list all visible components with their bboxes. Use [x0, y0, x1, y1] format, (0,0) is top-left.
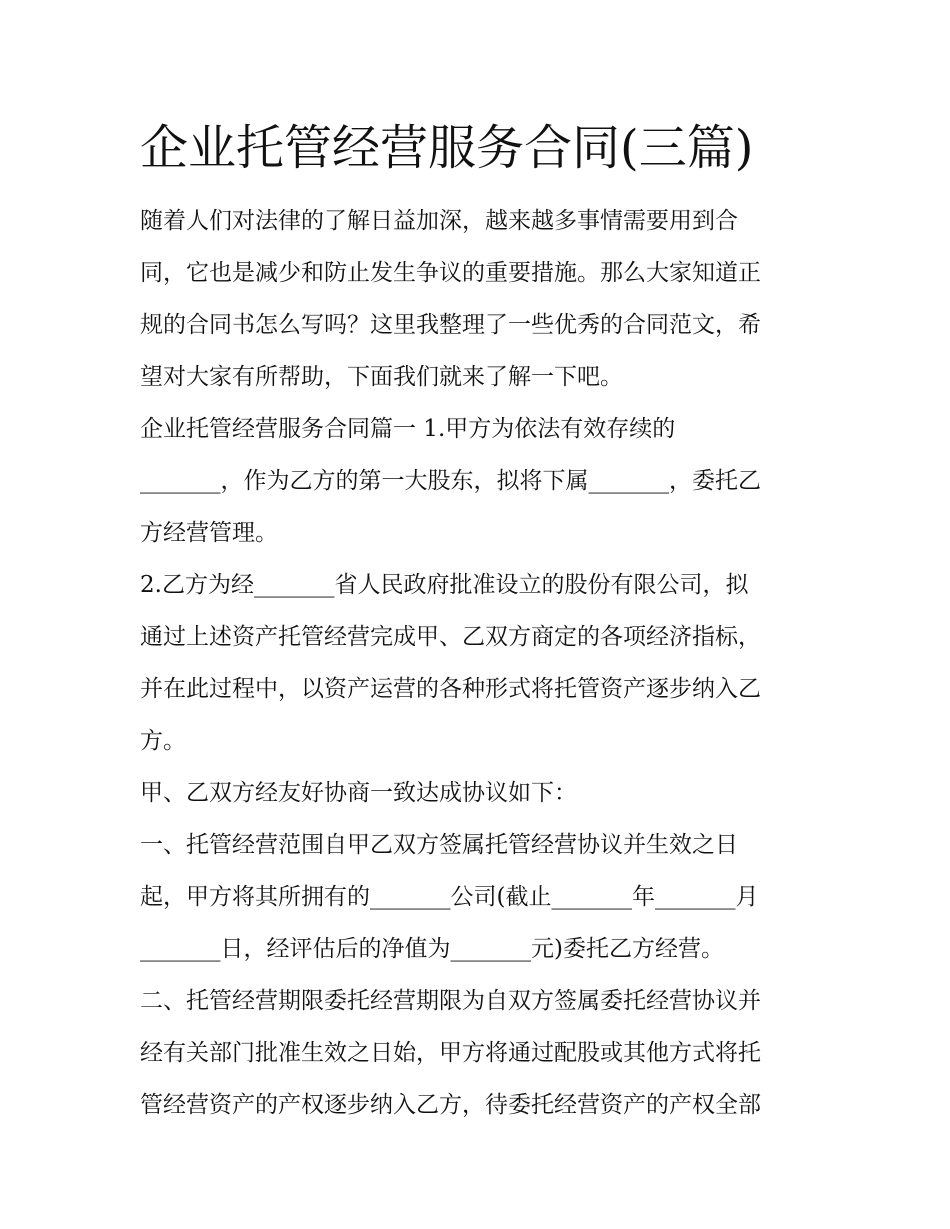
text-line: 通过上述资产托管经营完成甲、乙双方商定的各项经济指标，: [140, 624, 761, 650]
text-line: 同，它也是减少和防止发生争议的重要措施。那么大家知道正: [140, 260, 761, 286]
text-line: 规的合同书怎么写吗？这里我整理了一些优秀的合同范文，希: [140, 312, 761, 338]
text-line: 方。: [140, 728, 186, 754]
text-line: 方经营管理。: [140, 520, 278, 546]
text-line: _______，作为乙方的第一大股东，拟将下属_______，委托乙: [140, 468, 761, 494]
text-line: 望对大家有所帮助，下面我们就来了解一下吧。: [140, 364, 623, 390]
text-line: 起，甲方将其所拥有的_______公司(截止_______年_______月: [140, 884, 759, 910]
text-line: 经有关部门批准生效之日始，甲方将通过配股或其他方式将托: [140, 1040, 761, 1066]
text-line: 一、托管经营范围自甲乙双方签属托管经营协议并生效之日: [140, 832, 738, 858]
text-line: _______日，经评估后的净值为_______元)委托乙方经营。: [140, 936, 724, 962]
text-line: 随着人们对法律的了解日益加深，越来越多事情需要用到合: [140, 208, 738, 234]
document-title: 企业托管经营服务合同(三篇): [140, 120, 754, 176]
document-body: [140, 195, 820, 1131]
text-line: 甲、乙双方经友好协商一致达成协议如下：: [140, 780, 577, 806]
text-line: 企业托管经营服务合同篇一 1.甲方为依法有效存续的: [140, 416, 676, 442]
text-line: 管经营资产的产权逐步纳入乙方，待委托经营资产的产权全部: [140, 1092, 761, 1118]
text-line: 2.乙方为经_______省人民政府批准设立的股份有限公司，拟: [140, 572, 749, 598]
text-line: 二、托管经营期限委托经营期限为自双方签属委托经营协议并: [140, 988, 761, 1014]
text-line: 并在此过程中，以资产运营的各种形式将托管资产逐步纳入乙: [140, 676, 761, 702]
